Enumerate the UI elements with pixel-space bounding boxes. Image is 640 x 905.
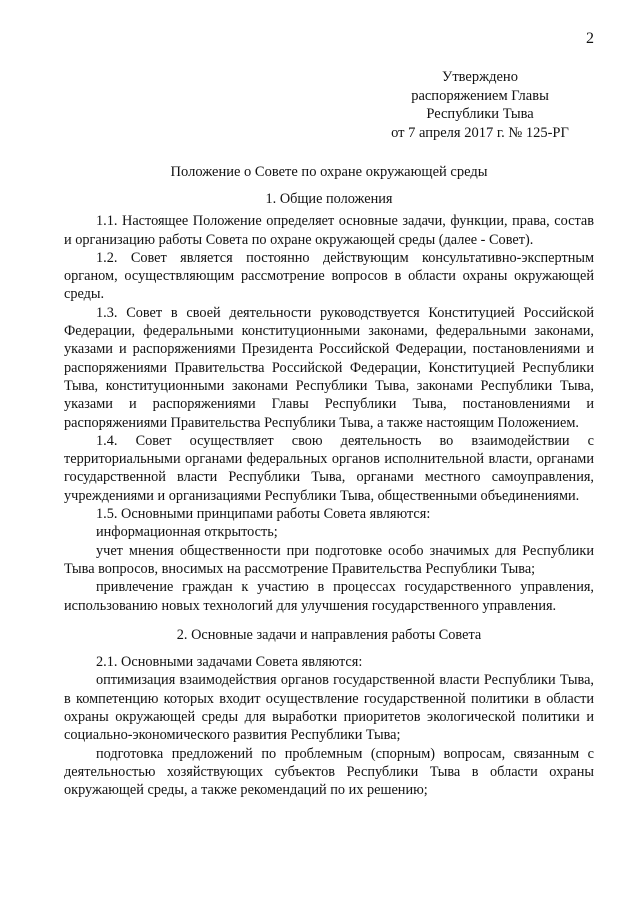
paragraph: 1.4. Совет осуществляет свою деятельность во взаимодействии с территориальными органами федеральных органов исполнительной власти, органами государственной власти Республики Тыва, органами местного самоуправления, учреждениями и организациями Республики Тыва, общественными объединениями.	[64, 432, 594, 504]
paragraph: 2.1. Основными задачами Совета являются:	[96, 654, 363, 671]
section-heading: 2. Основные задачи и направления работы Совета	[176, 626, 482, 643]
paragraph: 1.2. Совет является постоянно действующим консультативно-экспертным органом, осуществляющим рассмотрение вопросов в области охраны окружающей среды.	[64, 249, 594, 303]
approval-line: Утверждено	[442, 69, 518, 85]
paragraph: учет мнения общественности при подготовке особо значимых для Республики Тыва вопросов, вносимых на рассмотрение Правительства Республики Тыва;	[64, 542, 594, 577]
paragraph: подготовка предложений по проблемным (спорным) вопросам, связанным с деятельностью хозяйствующих субъектов Республики Тыва в области охраны окружающей среды, а также рекомендаций по их решению;	[64, 745, 594, 799]
page-number: 2	[586, 30, 594, 47]
paragraph: 1.5. Основными принципами работы Совета являются:	[96, 506, 431, 523]
paragraph: 1.1. Настоящее Положение определяет основные задачи, функции, права, состав и организацию работы Совета по охране окружающей среды (далее - Совет).	[64, 213, 594, 248]
paragraph: информационная открытость;	[96, 524, 278, 541]
approval-line: распоряжением Главы	[411, 87, 549, 104]
paragraph: оптимизация взаимодействия органов государственной власти Республики Тыва, в компетенцию которых входит осуществление государственной политики в области охраны окружающей среды для выработки приоритетов экологической политики и социально-экономического развития Республики Тыва;	[64, 672, 594, 744]
document-body	[64, 190, 594, 800]
approval-line: Республики Тыва	[426, 106, 534, 122]
paragraph: привлечение граждан к участию в процессах государственного управления, использованию новых технологий для улучшения государственного управления.	[64, 579, 594, 614]
paragraph: 1.3. Совет в своей деятельности руководствуется Конституцией Российской Федерации, федеральными конституционными законами, федеральными законами, указами и распоряжениями Президента Российской Федерации, постановлениями и распоряжениями Правительства Российской Федерации, Конституцией Республики Тыва, конституционными законами Республики Тыва, законами Республики Тыва, указами и распоряжениями Главы Республики Тыва, постановлениями и распоряжениями Правительства Республики Тыва, а также настоящим Положением.	[64, 304, 594, 431]
approval-line: от 7 апреля 2017 г. № 125-РГ	[391, 124, 569, 141]
document-title: Положение о Совете по охране окружающей среды	[170, 164, 488, 180]
approval-stamp	[370, 68, 590, 142]
section-heading: 1. Общие положения	[265, 191, 393, 207]
